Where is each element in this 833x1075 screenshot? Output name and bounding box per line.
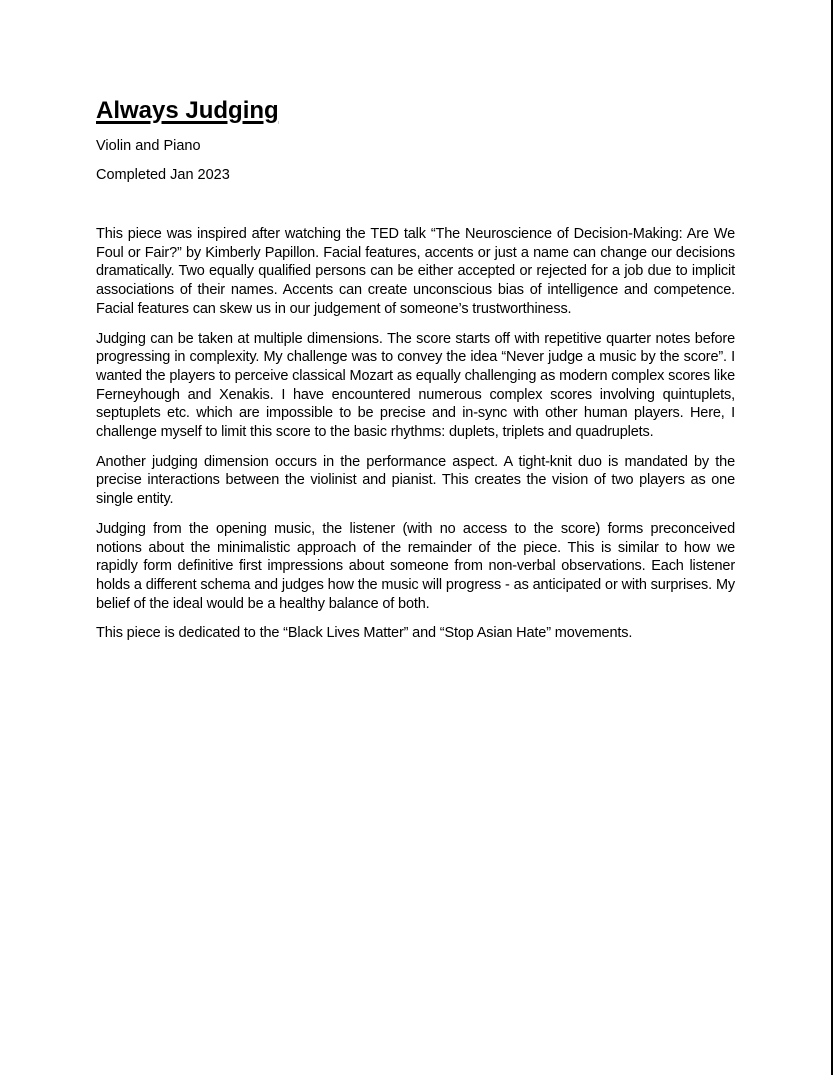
completion-date: Completed Jan 2023 [96, 167, 230, 183]
document-title: Always Judging [96, 97, 279, 124]
instrumentation: Violin and Piano [96, 138, 201, 154]
paragraph-listener: Judging from the opening music, the listener (with no access to the score) forms preconceived notions about the minimalistic approach of the remainder of the piece. This is similar to how we rapidly form definitive first impressions about someone from non-verbal observations. Each listener holds a different schema and judges how the music will progress - as anticipated or with surprises. My belief of the ideal would be a healthy balance of both. [96, 520, 735, 612]
paragraph-dedication: This piece is dedicated to the “Black Lives Matter” and “Stop Asian Hate” movements. [96, 625, 633, 642]
paragraph-performance: Another judging dimension occurs in the performance aspect. A tight-knit duo is mandated by the precise interactions between the violinist and pianist. This creates the vision of two players as one single entity. [96, 453, 735, 508]
paragraph-inspiration: This piece was inspired after watching the TED talk “The Neuroscience of Decision-Making: Are We Foul or Fair?” by Kimberly Papillon. Facial features, accents or just a name can change our decisions dramatically. Two equally qualified persons can be either accepted or rejected for a job due to implicit associations of their names. Accents can create unconscious bias of intelligence and competence. Facial features can skew us in our judgement of someone’s trustworthiness. [96, 226, 735, 317]
document-content [96, 96, 735, 654]
program-notes [96, 225, 735, 643]
paragraph-dimensions: Judging can be taken at multiple dimensions. The score starts off with repetitive quarter notes before progressing in complexity. My challenge was to convey the idea “Never judge a music by the score”. I wanted the players to perceive classical Mozart as equally challenging as modern complex scores like Ferneyhough and Xenakis. I have encountered numerous complex scores involving quintuplets, septuplets etc. which are impossible to be precise and in-sync with other human players. Here, I challenge myself to limit this score to the basic rhythms: duplets, triplets and quadruplets. [96, 330, 735, 441]
